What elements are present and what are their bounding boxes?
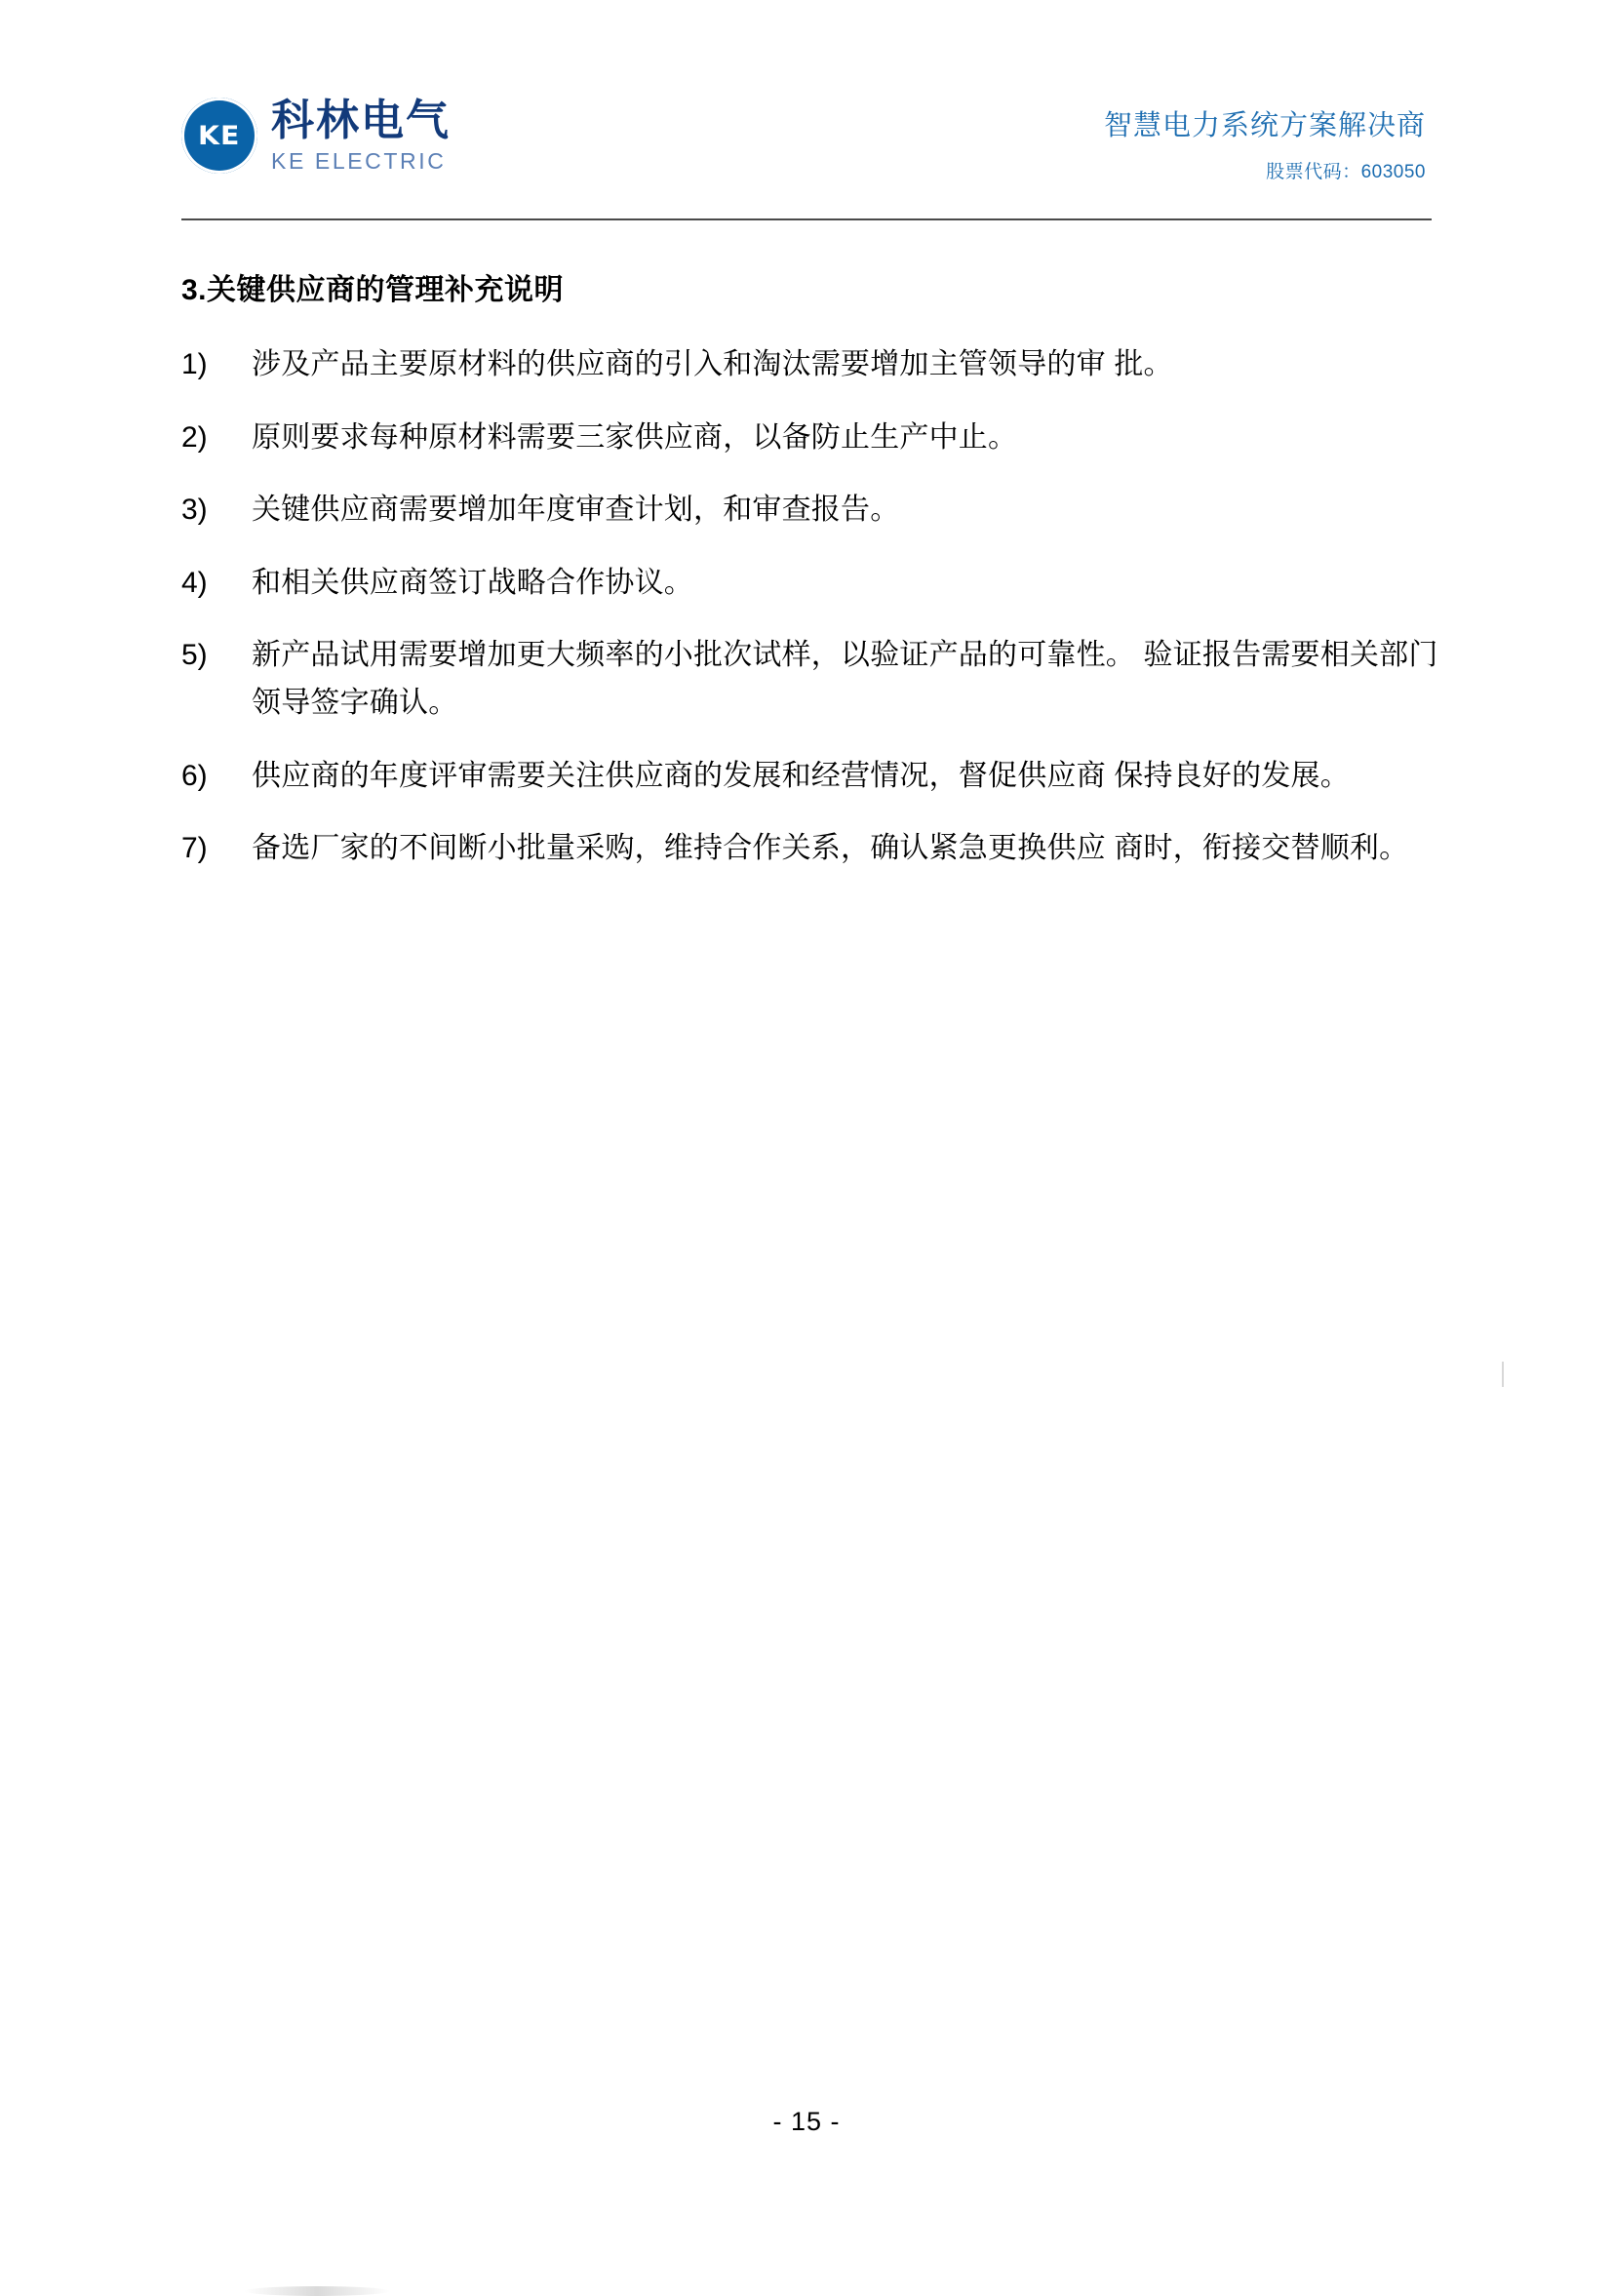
list-item xyxy=(181,825,1439,873)
list-item xyxy=(181,560,1439,608)
logo-initials: KE xyxy=(198,120,241,151)
list-item xyxy=(181,632,1439,727)
list-item-number: 1) xyxy=(181,348,208,380)
list-item-text: 涉及产品主要原材料的供应商的引入和淘汰需要增加主管领导的审 批。 xyxy=(252,348,1173,380)
list-item-number: 5) xyxy=(181,639,208,672)
list-item-number: 4) xyxy=(181,566,208,599)
logo-wordmark xyxy=(271,96,451,174)
list-item-text: 原则要求每种原材料需要三家供应商，以备防止生产中止。 xyxy=(252,420,1018,454)
list-item-number: 6) xyxy=(181,759,208,792)
list-item xyxy=(181,487,1439,534)
page-footer xyxy=(0,2107,1613,2137)
page-edge-artifact xyxy=(1502,1362,1504,1387)
page-number: - 15 - xyxy=(772,2107,841,2136)
list-item-text: 和相关供应商签订战略合作协议。 xyxy=(252,566,693,599)
company-name-cn: 科林电气 xyxy=(271,96,451,144)
scan-artifact xyxy=(244,2286,390,2296)
section-heading: 3.关键供应商的管理补充说明 xyxy=(181,274,565,306)
list-item-text: 关键供应商需要增加年度审查计划，和审查报告。 xyxy=(252,494,900,527)
list-item-number: 7) xyxy=(181,832,208,865)
list-item-text: 供应商的年度评审需要关注供应商的发展和经营情况，督促供应商 保持良好的发展。 xyxy=(252,759,1350,792)
list-item-number: 2) xyxy=(181,420,208,454)
list-item xyxy=(181,341,1439,389)
list-item xyxy=(181,415,1439,462)
company-logo xyxy=(181,98,451,174)
ke-logo-icon xyxy=(181,98,257,174)
document-body xyxy=(181,265,1439,898)
list-item-text: 新产品试用需要增加更大频率的小批次试样，以验证产品的可靠性。 验证报告需要相关部门领导签字确认。 xyxy=(252,639,1438,719)
header-stock-code: 股票代码：603050 xyxy=(1266,162,1426,182)
page-header xyxy=(181,94,1432,220)
list-item-number: 3) xyxy=(181,494,208,527)
header-tagline-block xyxy=(1104,103,1426,183)
list-item-text: 备选厂家的不间断小批量采购，维持合作关系，确认紧急更换供应 商时，衔接交替顺利。 xyxy=(252,832,1409,865)
list-item xyxy=(181,753,1439,801)
company-name-en: KE ELECTRIC xyxy=(271,147,447,174)
header-slogan: 智慧电力系统方案解决商 xyxy=(1103,110,1426,141)
